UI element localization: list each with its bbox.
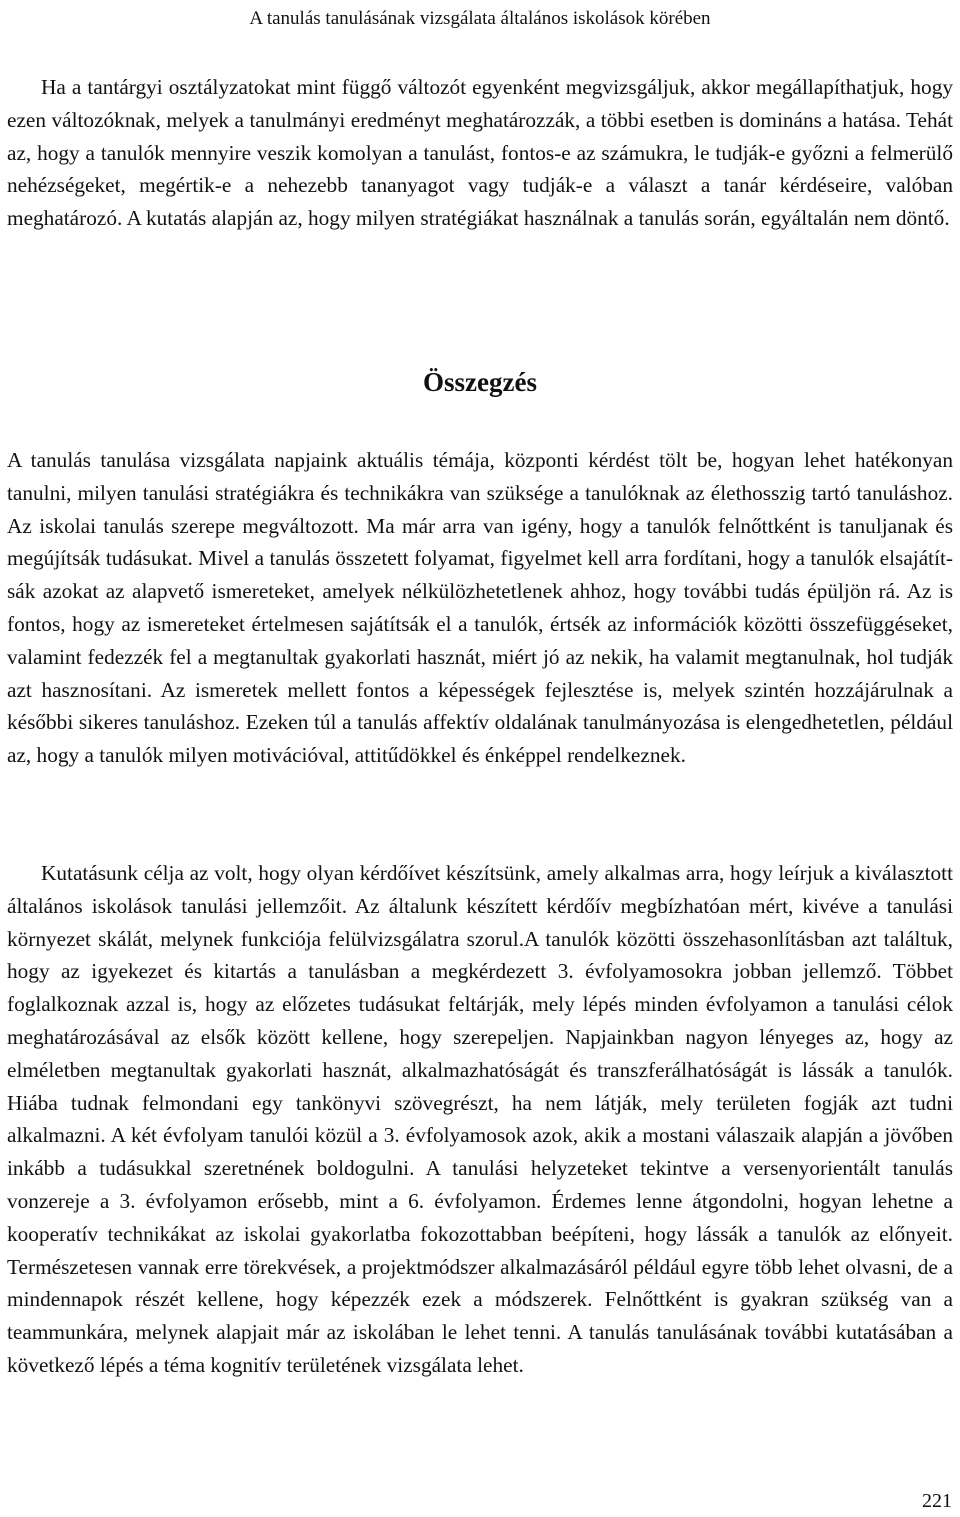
page-number: 221 (922, 1490, 952, 1512)
body-paragraph-summary-1: A tanulás tanulása vizsgálata napjaink aktuális témája, központi kérdést tölt be, hogyan lehet hatékonyan tanulni, milyen tanulási stratégiákra és technikákra van szüksége a tanulóknak az élethosszig tartó tanuláshoz. Az iskolai tanulás szerepe megváltozott. Ma már arra van igény, hogy a tanulók felnőttként is tanuljanak és megújítsák tudásukat. Mivel a tanulás összetett folyamat, figyelmet kell arra fordítani, hogy a tanulók elsajátítsák azokat az alapvető ismereteket, amelyek nélkülözhetetlenek ahhoz, hogy további tudás épüljön rá. Az is fontos, hogy az ismereteket értelmesen sajátítsák el a tanulók, értsék az információk közötti összefüggéseket, valamint fedezzék fel a megtanultak gyakorlati hasznát, miért jó az nekik, ha valamit megtanulnak, hol tudják azt hasznosítani. Az ismeretek mellett fontos a képességek fejlesztése is, melyek szintén hozzájárulnak a későbbi sikeres tanuláshoz. Ezeken túl a tanulás affektív oldalának tanulmányozása is elengedhetetlen, például az, hogy a tanulók milyen motivációval, attitűdökkel és énképpel rendelkeznek. (7, 448, 953, 768)
body-paragraph-intro: Ha a tantárgyi osztályzatokat mint függő változót egyenként megvizsgáljuk, akkor megállapíthatjuk, hogy ezen változóknak, melyek a tanulmányi eredményt meghatározzák, a többi esetben is domináns a hatása. Tehát az, hogy a tanulók mennyire veszik komolyan a tanulást, fontos-e az számukra, le tudják-e győzni a felmerülő nehézségeket, megértik-e a nehezebb tananyagot vagy tudják-e a választ a tanár kérdéseire, valóban meghatározó. A kutatás alapján az, hogy milyen stratégiákat használnak a tanulás során, egyáltalán nem döntő. (7, 75, 953, 231)
running-header: A tanulás tanulásának vizsgálata általános iskolások körében (249, 8, 711, 29)
section-heading: Összegzés (423, 367, 537, 397)
body-paragraph-summary-2: Kutatásunk célja az volt, hogy olyan kérdőívet készítsünk, amely alkalmas arra, hogy leírjuk a kiválasztott általános iskolások tanulási jellemzőit. Az általunk készített kérdőív megbízhatóan mért, kivéve a tanulási környezet skálát, melynek funkciója felülvizsgálatra szorul.A tanulók közötti összehasonlításban azt találtuk, hogy az igyekezet és kitartás a tanulásban a megkérdezett 3. évfolyamosokra jobban jellemző. Többet foglalkoznak azzal is, hogy az előzetes tudásukat feltárják, mely lépés minden évfolyamon a tanulási célok meghatározásával az elsők között kellene, hogy szerepeljen. Napjainkban nagyon lényeges az, hogy az elméletben megtanultak gyakorlati hasznát, alkalmazhatóságát és transzferálhatóságát is lássák a tanulók. Hiába tudnak felmondani egy tankönyvi szövegrészt, ha nem látják, mely területen fogják azt tudni alkalmazni. A két évfolyam tanulói közül a 3. évfolyamosok azok, akik a mostani válaszaik alapján a jövőben inkább a tudásukkal szeretnének boldogulni. A tanulási helyzeteket tekintve a versenyorientált tanulás vonzereje a 3. évfolyamon erősebb, mint a 6. évfolyamon. Érdemes lenne átgondolni, hogyan lehetne a kooperatív technikákat az iskolai gyakorlatba fokozottabban beépíteni, hogy lássák a tanulók az előnyeit. Természetesen vannak erre törekvések, a projektmódszer alkalmazásáról például egyre több lehet olvasni, de a mindennapok részét kellene, hogy képezzék ezek a módszerek. Felnőttként is gyakran szükség van a teammunkára, melynek alapjait már az iskolában le lehet tenni. A tanulás tanulásának további kutatásában a következő lépés a téma kognitív területének vizsgálata lehet. (7, 861, 953, 1377)
